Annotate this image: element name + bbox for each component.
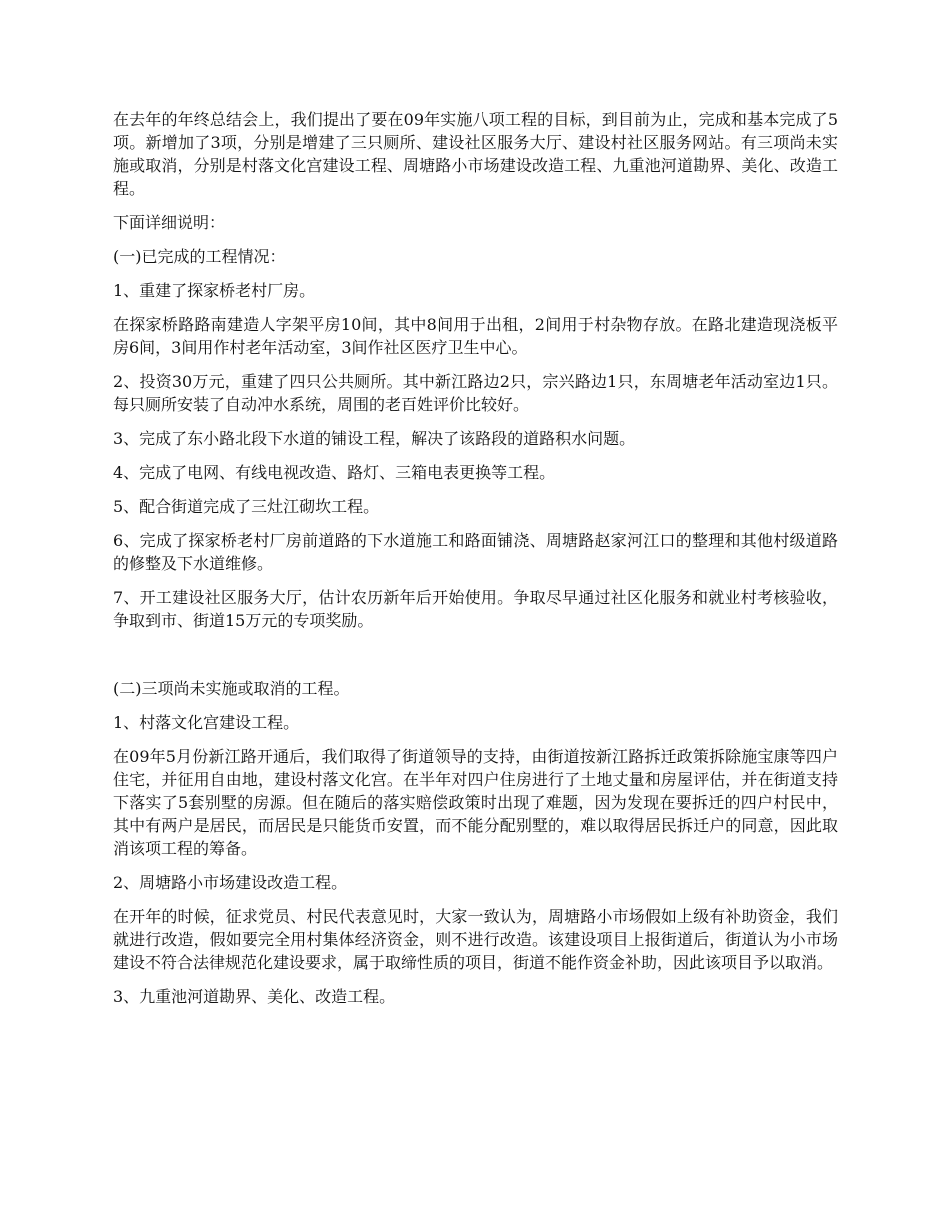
- item-6: 6、完成了探家桥老村厂房前道路的下水道施工和路面铺浇、周塘路赵家河江口的整理和其他村级道路的修整及下水道维修。: [113, 531, 838, 573]
- item-7: 7、开工建设社区服务大厅，估计农历新年后开始使用。争取尽早通过社区化服务和就业村考核验收，争取到市、街道15万元的专项奖励。: [113, 588, 838, 630]
- item-1-title: 1、重建了探家桥老村厂房。: [113, 281, 316, 300]
- project-1-title: 1、村落文化宫建设工程。: [113, 713, 300, 732]
- item-3: 3、完成了东小路北段下水道的铺设工程，解决了该路段的道路积水问题。: [113, 429, 636, 448]
- document-body: [113, 108, 838, 1019]
- item-1-body: 在探家桥路路南建造人字架平房10间，其中8间用于出租，2间用于村杂物存放。在路北建造现浇板平房6间，3间用作村老年活动室，3间作社区医疗卫生中心。: [113, 315, 838, 357]
- section-spacer: [113, 643, 838, 677]
- project-2-body: 在开年的时候，征求党员、村民代表意见时，大家一致认为，周塘路小市场假如上级有补助资金，我们就进行改造，假如要完全用村集体经济资金，则不进行改造。该建设项目上报街道后，街道认为小市场建设不符合法律规范化建设要求，属于取缔性质的项目，街道不能作资金补助，因此该项目予以取消。: [113, 907, 838, 972]
- section-1-heading: (一)已完成的工程情况：: [113, 247, 286, 266]
- section-2-heading: (二)三项尚未实施或取消的工程。: [113, 679, 350, 698]
- item-2: 2、投资30万元，重建了四只公共厕所。其中新江路边2只，宗兴路边1只，东周塘老年活动室边1只。每只厕所安装了自动冲水系统，周围的老百姓评价比较好。: [113, 372, 838, 414]
- intro-paragraph: 在去年的年终总结会上，我们提出了要在09年实施八项工程的目标，到目前为止，完成和基本完成了5项。新增加了3项，分别是增建了三只厕所、建设社区服务大厅、建设村社区服务网站。有三项尚未实施或取消，分别是村落文化宫建设工程、周塘路小市场建设改造工程、九重池河道勘界、美化、改造工程。: [113, 110, 838, 198]
- item-5: 5、配合街道完成了三灶江砌坎工程。: [113, 497, 380, 516]
- project-1-body: 在09年5月份新江路开通后，我们取得了街道领导的支持，由街道按新江路拆迁政策拆除施宝康等四户住宅，并征用自由地，建设村落文化宫。在半年对四户住房进行了土地丈量和房屋评估，并在街道支持下落实了5套别墅的房源。但在随后的落实赔偿政策时出现了难题，因为发现在要拆迁的四户村民中，其中有两户是居民，而居民是只能货币安置，而不能分配别墅的，难以取得居民拆迁户的同意，因此取消该项工程的筹备。: [113, 747, 838, 858]
- project-3-title: 3、九重池河道勘界、美化、改造工程。: [113, 987, 396, 1006]
- details-heading: 下面详细说明：: [113, 213, 226, 232]
- item-4: 4、完成了电网、有线电视改造、路灯、三箱电表更换等工程。: [113, 463, 556, 482]
- project-2-title: 2、周塘路小市场建设改造工程。: [113, 873, 348, 892]
